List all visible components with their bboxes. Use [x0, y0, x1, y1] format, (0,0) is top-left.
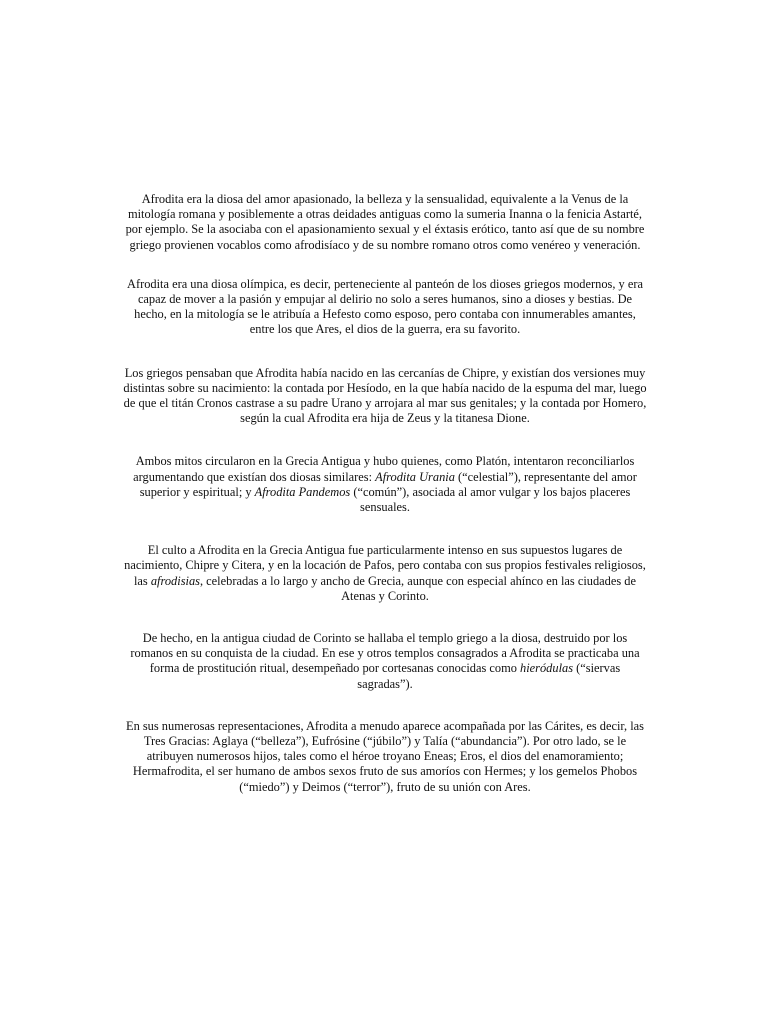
- text-line: [105, 292, 665, 307]
- text-segment: Tres Gracias: Aglaya (“belleza”), Eufrósine (“júbilo”) y Talía (“abundancia”). Por otro lado, se le: [143, 734, 627, 749]
- paragraph-1: [105, 192, 665, 253]
- paragraph-5: [105, 543, 665, 604]
- document-body: [105, 192, 665, 795]
- text-segment: (“común”), asociada al amor vulgar y los bajos placeres: [350, 484, 631, 499]
- text-line: [105, 543, 665, 558]
- text-segment: sensuales.: [360, 500, 410, 515]
- text-line: [105, 500, 665, 515]
- text-line: [105, 734, 665, 749]
- text-segment: En sus numerosas representaciones, Afrodita a menudo aparece acompañada por las Cárites, es decir, las: [126, 718, 644, 733]
- text-line: [105, 646, 665, 661]
- italic-term: afrodisias: [150, 573, 200, 588]
- text-segment: nacimiento, Chipre y Citera, y en la locación de Pafos, pero contaba con sus propios festivales religiosos,: [124, 558, 646, 573]
- text-segment: según la cual Afrodita era hija de Zeus y la titanesa Dione.: [240, 411, 530, 426]
- text-segment: De hecho, en la antigua ciudad de Corinto se hallaba el templo griego a la diosa, destruido por los: [142, 631, 628, 646]
- text-segment: sagradas”).: [357, 676, 413, 691]
- text-segment: forma de prostitución ritual, desempeñado por cortesanas conocidas como: [149, 661, 521, 676]
- text-segment: Afrodita era una diosa olímpica, es decir, perteneciente al panteón de los dioses griegos modernos, y era: [127, 276, 643, 291]
- text-segment: mitología romana y posiblemente a otras deidades antiguas como la sumeria Inanna o la fenicia Astarté,: [127, 207, 643, 222]
- text-segment: Los griegos pensaban que Afrodita había nacido en las cercanías de Chipre, y existían dos versiones muy: [124, 365, 646, 380]
- paragraph-6: [105, 631, 665, 692]
- text-line: [105, 366, 665, 381]
- text-segment: romanos en su conquista de la ciudad. En ese y otros templos consagrados a Afrodita se practicaba una: [130, 646, 640, 661]
- paragraph-4: [105, 454, 665, 515]
- text-segment: argumentando que existían dos diosas similares:: [133, 469, 376, 484]
- paragraph-7: [105, 719, 665, 795]
- text-line: [105, 381, 665, 396]
- italic-term: Afrodita Pandemos: [254, 484, 351, 499]
- text-segment: las: [133, 573, 151, 588]
- text-line: [105, 558, 665, 573]
- text-segment: Atenas y Corinto.: [341, 588, 429, 603]
- text-line: [105, 277, 665, 292]
- text-line: [105, 396, 665, 411]
- text-segment: Afrodita era la diosa del amor apasionado, la belleza y la sensualidad, equivalente a la Venus de la: [141, 192, 629, 206]
- text-segment: superior y espiritual; y: [139, 484, 255, 499]
- text-segment: por ejemplo. Se la asociaba con el apasionamiento sexual y el éxtasis erótico, tanto así que de su nombre: [125, 222, 645, 237]
- text-line: [105, 749, 665, 764]
- text-line: [105, 238, 665, 253]
- text-segment: (“miedo”) y Deimos (“terror”), fruto de su unión con Ares.: [239, 779, 531, 794]
- text-segment: Hermafrodita, el ser humano de ambos sexos fruto de sus amoríos con Hermes; y los gemelos Phobos: [132, 764, 638, 779]
- text-line: [105, 589, 665, 604]
- text-segment: (“siervas: [573, 661, 621, 676]
- text-line: [105, 764, 665, 779]
- text-line: [105, 192, 665, 207]
- paragraph-2: [105, 277, 665, 338]
- text-line: [105, 780, 665, 795]
- italic-term: hieródulas: [520, 661, 574, 676]
- text-segment: distintas sobre su nacimiento: la contada por Hesíodo, en la que había nacido de la espuma del mar, luego: [123, 380, 647, 395]
- text-segment: El culto a Afrodita en la Grecia Antigua fue particularmente intenso en sus supuestos lugares de: [147, 543, 623, 558]
- paragraph-3: [105, 366, 665, 427]
- text-line: [105, 631, 665, 646]
- text-line: [105, 574, 665, 589]
- text-segment: hecho, en la mitología se le atribuía a Hefesto como esposo, pero contaba con innumerables amantes,: [134, 307, 636, 322]
- text-segment: atribuyen numerosos hijos, tales como el héroe troyano Eneas; Eros, el dios del enamoramiento;: [146, 749, 624, 764]
- text-line: [105, 661, 665, 676]
- text-line: [105, 207, 665, 222]
- text-segment: Ambos mitos circularon en la Grecia Antigua y hubo quienes, como Platón, intentaron reconciliarlos: [135, 454, 635, 469]
- text-line: [105, 470, 665, 485]
- text-line: [105, 677, 665, 692]
- text-segment: de que el titán Cronos castrase a su padre Urano y arrojara al mar sus genitales; y la contada por Homero,: [123, 396, 647, 411]
- text-segment: , celebradas a lo largo y ancho de Grecia, aunque con especial ahínco en las ciudades de: [199, 573, 636, 588]
- italic-term: Afrodita Urania: [375, 469, 455, 484]
- text-line: [105, 485, 665, 500]
- text-segment: capaz de mover a la pasión y empujar al delirio no solo a seres humanos, sino a dioses y bestias. De: [137, 292, 633, 307]
- text-line: [105, 222, 665, 237]
- text-segment: griego provienen vocablos como afrodisíaco y de su nombre romano otros como venéreo y veneración.: [129, 237, 641, 252]
- text-line: [105, 322, 665, 337]
- text-line: [105, 411, 665, 426]
- text-segment: entre los que Ares, el dios de la guerra, era su favorito.: [249, 322, 521, 337]
- text-line: [105, 454, 665, 469]
- text-segment: (“celestial”), representante del amor: [454, 469, 637, 484]
- text-line: [105, 719, 665, 734]
- text-line: [105, 307, 665, 322]
